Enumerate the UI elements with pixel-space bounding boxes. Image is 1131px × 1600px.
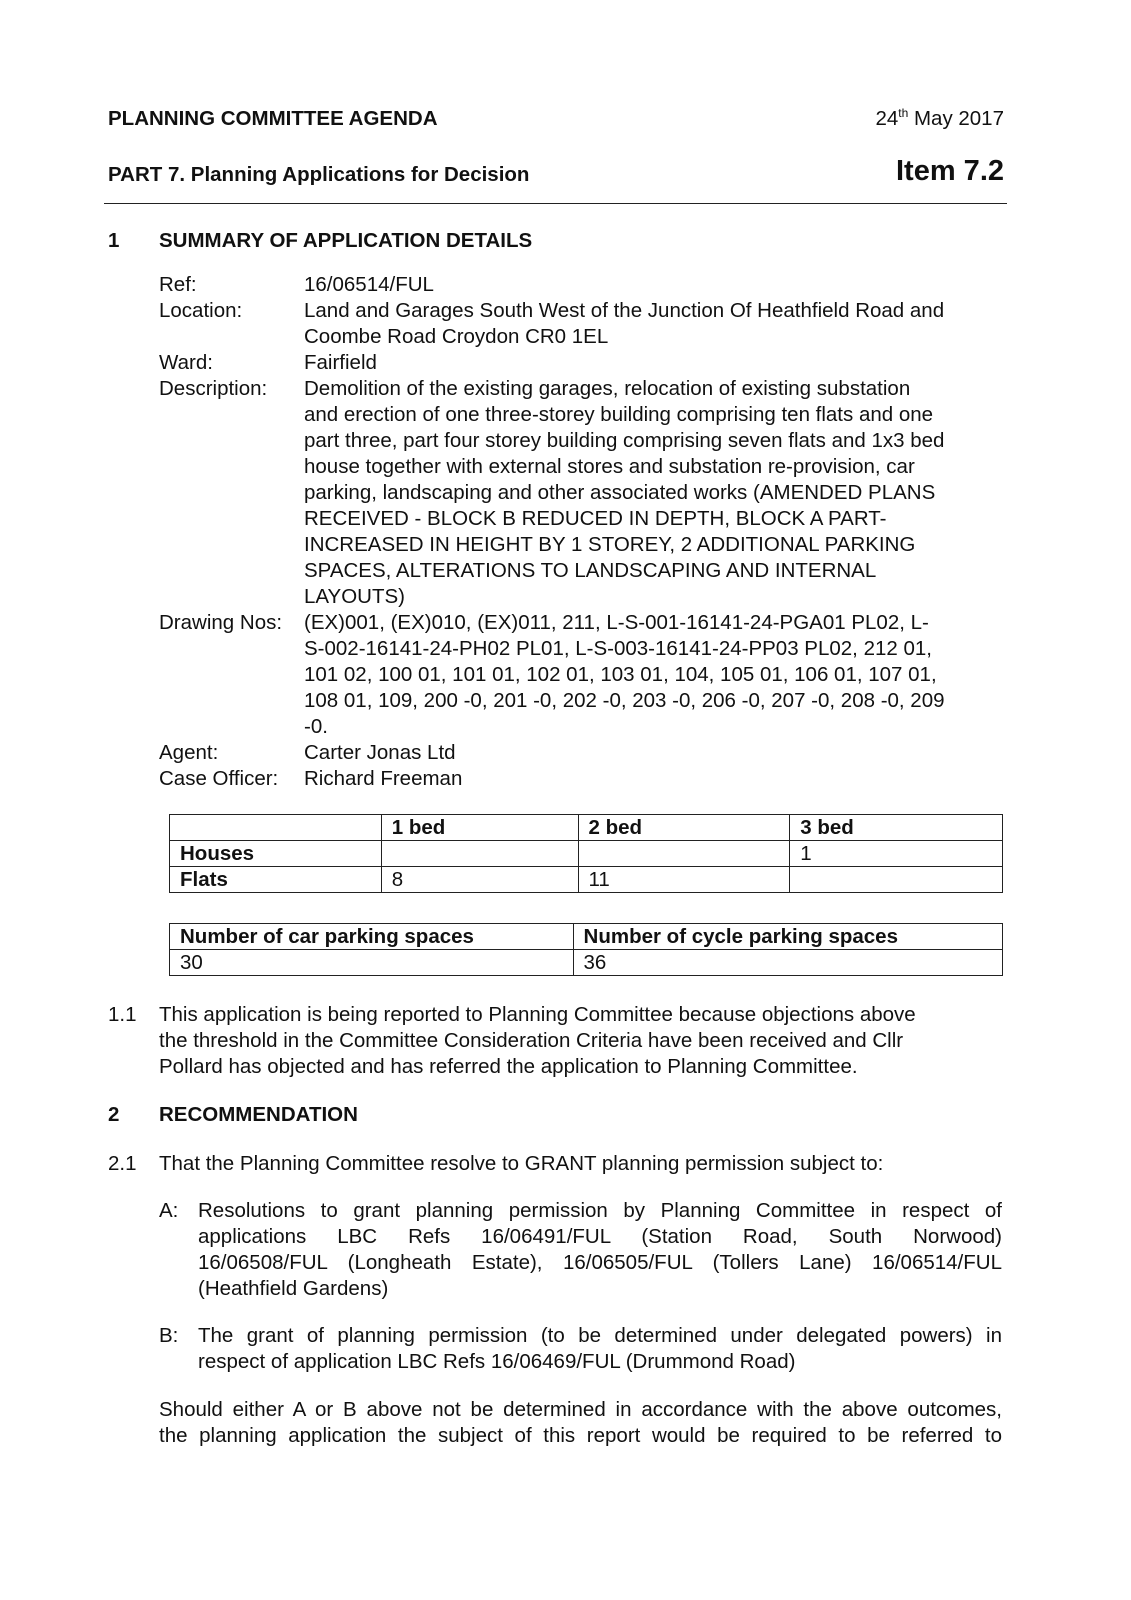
unit-mix-table [169, 814, 1003, 893]
table-row [170, 867, 1003, 893]
parking-table [169, 923, 1003, 976]
table-cell [790, 867, 1003, 893]
agenda-date: 24th May 2017 [875, 106, 1004, 130]
table-header-cell: 3 bed [790, 815, 1003, 841]
table-header-row [170, 815, 1003, 841]
item-number: Item 7.2 [896, 155, 1004, 187]
detail-agent: Agent: Carter Jonas Ltd [159, 741, 456, 764]
table-row-header: Houses [170, 841, 382, 867]
table-header-cell: 2 bed [578, 815, 790, 841]
item-a-label: A: [159, 1199, 179, 1222]
para-2-1-text: That the Planning Committee resolve to GRANT planning permission subject to: [159, 1152, 884, 1175]
table-header-cell: 1 bed [381, 815, 578, 841]
table-row [170, 950, 1003, 976]
table-cell: 8 [381, 867, 578, 893]
section-1-number: 1 [108, 229, 120, 252]
table-row-header: Flats [170, 867, 382, 893]
item-b-label: B: [159, 1324, 179, 1347]
section-2-title: RECOMMENDATION [159, 1103, 358, 1126]
table-header-cell: Number of car parking spaces [170, 924, 574, 950]
table-cell: 11 [578, 867, 790, 893]
para-1-1-text: This application is being reported to Planning Committee because objections above the threshold in the Committee Consideration Criteria have been received and Cllr Pollard has objected and has referred the application to Planning Committee. [159, 1003, 916, 1078]
table-cell [578, 841, 790, 867]
section-2-number: 2 [108, 1103, 120, 1126]
detail-ward: Ward: Fairfield [159, 351, 377, 374]
item-a-text: Resolutions to grant planning permission by Planning Committee in respect of applications LBC Refs 16/06491/FUL (Station Road, South Norwood) 16/06508/FUL (Longheath Estate), 16/06505/FUL (Tollers Lane) 16/06514/FUL (Heathfield Gardens) [198, 1199, 1002, 1300]
detail-drawing-nos: Drawing Nos: (EX)001, (EX)010, (EX)011, 211, L-S-001-16141-24-PGA01 PL02, L- S-002-16141-24-PH02 PL01, L-S-003-16141-24-PP03 PL02, 212 01, 101 02, 100 01, 101 01, 102 01, 103 01, 104, 105 01, 106 01, 107 01, 108 01, 109, 200 -0, 201 -0, 202 -0, 203 -0, 206 -0, 207 -0, 208 -0, 209 -0. [159, 611, 945, 738]
detail-location: Location: Land and Garages South West of the Junction Of Heathfield Road and Coombe Road Croydon CR0 1EL [159, 299, 945, 348]
table-cell: 1 [790, 841, 1003, 867]
table-header-row [170, 924, 1003, 950]
table-header-cell: Number of cycle parking spaces [573, 924, 1002, 950]
table-cell [381, 841, 578, 867]
application-details [159, 272, 1019, 792]
part-title: PART 7. Planning Applications for Decision [108, 163, 530, 186]
para-1-1-number: 1.1 [108, 1003, 137, 1026]
item-b-text: The grant of planning permission (to be determined under delegated powers) in respect of application LBC Refs 16/06469/FUL (Drummond Road) [198, 1324, 1002, 1373]
section-1-title: SUMMARY OF APPLICATION DETAILS [159, 229, 533, 252]
table-row [170, 841, 1003, 867]
detail-description: Description: Demolition of the existing garages, relocation of existing substation and erection of one three-storey building comprising ten flats and one part three, part four storey building comprising seven flats and 1x3 bed house together with external stores and substation re-provision, car parking, landscaping and other associated works (AMENDED PLANS RECEIVED - BLOCK B REDUCED IN DEPTH, BLOCK A PART- INCREASED IN HEIGHT BY 1 STOREY, 2 ADDITIONAL PARKING SPACES, ALTERATIONS TO LANDSCAPING AND INTERNAL LAYOUTS) [159, 377, 945, 608]
detail-ref: Ref: 16/06514/FUL [159, 273, 434, 296]
header-divider [104, 203, 1007, 204]
table-cell: 36 [573, 950, 1002, 976]
detail-case-officer: Case Officer: Richard Freeman [159, 767, 463, 790]
closing-paragraph: Should either A or B above not be determined in accordance with the above outcomes, the planning application the subject of this report would be required to be referred to [159, 1398, 1002, 1447]
para-2-1-number: 2.1 [108, 1152, 137, 1175]
table-header-cell [170, 815, 382, 841]
table-cell: 30 [170, 950, 574, 976]
agenda-title: PLANNING COMMITTEE AGENDA [108, 107, 438, 130]
